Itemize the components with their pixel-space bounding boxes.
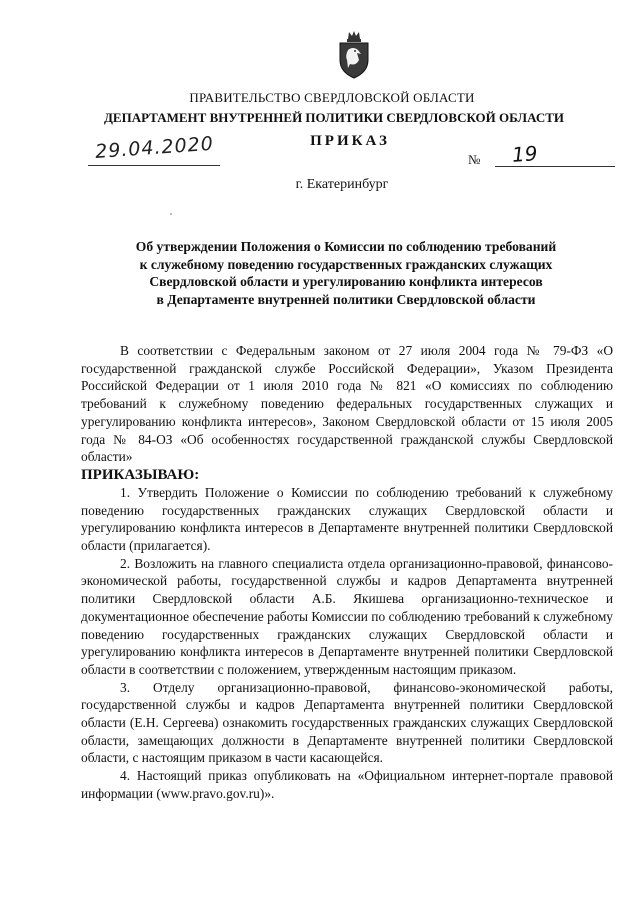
order-item-2: 2. Возложить на главного специалиста отдела организационно-правовой, финансово-экономической работы, государственной службы и кадров Департамента внутренней политики Свердловской области А.Б. Якишева организационно-техническое и документационное обеспечение работы Комиссии по соблюдению требований к служебному поведению государственных гражданских служащих Свердловской области и урегулированию конфликта интересов в Департаменте внутренней политики Свердловской области в соответствии с положением, утвержденным настоящим приказом. [81, 555, 613, 677]
coat-of-arms-emblem [336, 30, 372, 80]
order-item-3: 3. Отделу организационно-правовой, финансово-экономической работы, государственной службы и кадров Департамента внутренней политики Свердловской области (Е.Н. Сергеева) ознакомить государственных гражданских служащих Свердловской области, замещающих должности в Департаменте внутренней политики Свердловской области, с настоящим приказом в части касающейся. [81, 679, 613, 766]
government-name: ПРАВИТЕЛЬСТВО СВЕРДЛОВСКОЙ ОБЛАСТИ [189, 90, 475, 105]
document-title [86, 238, 606, 308]
handwritten-number: 19 [511, 141, 539, 167]
document-type: ПРИКАЗ [310, 133, 390, 149]
number-underline [495, 166, 615, 167]
order-heading: ПРИКАЗЫВАЮ: [81, 466, 200, 483]
date-underline [88, 165, 220, 166]
title-line: Об утверждении Положения о Комиссии по соблюдению требований [135, 239, 557, 254]
title-line: к служебному поведению государственных гражданских служащих [139, 256, 553, 272]
number-sign: № [468, 152, 481, 167]
department-name: ДЕПАРТАМЕНТ ВНУТРЕННЕЙ ПОЛИТИКИ СВЕРДЛОВСКОЙ ОБЛАСТИ [103, 110, 565, 125]
title-line: в Департаменте внутренней политики Свердловской области [156, 291, 536, 307]
preamble-paragraph: В соответствии с Федеральным законом от 27 июля 2004 года № 79-ФЗ «О государственной гражданской службе Российской Федерации», Указом Президента Российской Федерации от 1 июля 2010 года № 821 «О комиссиях по соблюдению требований к служебному поведению федеральных государственных служащих и урегулированию конфликта интересов», Законом Свердловской области от 15 июля 2005 года № 84-ОЗ «Об особенностях государственной гражданской службы Свердловской области» [81, 343, 613, 465]
document-body [81, 342, 613, 803]
city: г. Екатеринбург [295, 177, 389, 192]
order-item-4: 4. Настоящий приказ опубликовать на «Официальном интернет-портале правовой информации (www.pravo.gov.ru)». [81, 768, 613, 801]
scan-speck [170, 213, 172, 215]
order-item-1: 1. Утвердить Положение о Комиссии по соблюдению требований к служебному поведению государственных гражданских служащих Свердловской области и урегулированию конфликта интересов в Департаменте внутренней политики Свердловской области (прилагается). [81, 484, 613, 554]
handwritten-date: 29.04.2020 [94, 132, 215, 163]
title-line: Свердловской области и урегулированию конфликта интересов [149, 274, 543, 289]
